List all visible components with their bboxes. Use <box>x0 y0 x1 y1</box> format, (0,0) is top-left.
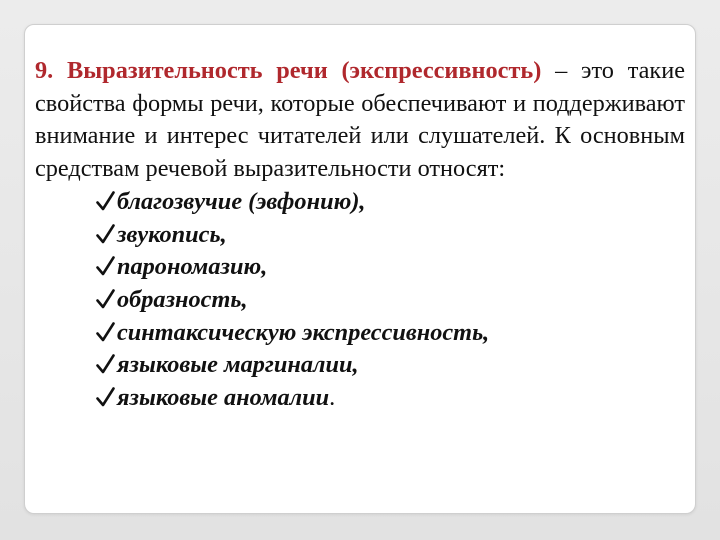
checkmark-icon <box>96 321 115 343</box>
list-item-text: языковые аномалии <box>117 384 330 412</box>
checkmark-icon <box>96 223 115 245</box>
means-list <box>35 186 685 415</box>
slide-heading: 9. Выразительность речи (экспрессивность) <box>35 57 542 84</box>
checkmark-icon <box>96 288 115 310</box>
list-item <box>96 349 685 382</box>
checkmark-icon <box>96 353 115 375</box>
slide-content <box>35 55 685 415</box>
definition-paragraph <box>35 55 685 186</box>
list-item-text: звукопись, <box>117 220 227 248</box>
definition-text: – это такие свойства формы речи, которые обеспечивают и поддерживают внимание и интерес читателей или слушателей. К основным средствам речевой выразительности относят: <box>35 57 685 183</box>
list-item <box>96 251 685 284</box>
list-item <box>96 317 685 350</box>
checkmark-icon <box>96 255 115 277</box>
list-end-period: . <box>329 384 336 412</box>
list-item <box>96 186 685 219</box>
list-item-text: благозвучие (эвфонию), <box>117 187 366 215</box>
checkmark-icon <box>96 190 115 212</box>
list-item-text: парономазию, <box>117 253 268 281</box>
list-item <box>96 284 685 317</box>
list-item <box>96 219 685 252</box>
list-item-text: образность, <box>117 285 248 313</box>
list-item <box>96 382 685 415</box>
checkmark-icon <box>96 386 115 408</box>
list-item-text: языковые маргиналии, <box>117 351 359 379</box>
list-item-text: синтаксическую экспрессивность, <box>117 318 490 346</box>
